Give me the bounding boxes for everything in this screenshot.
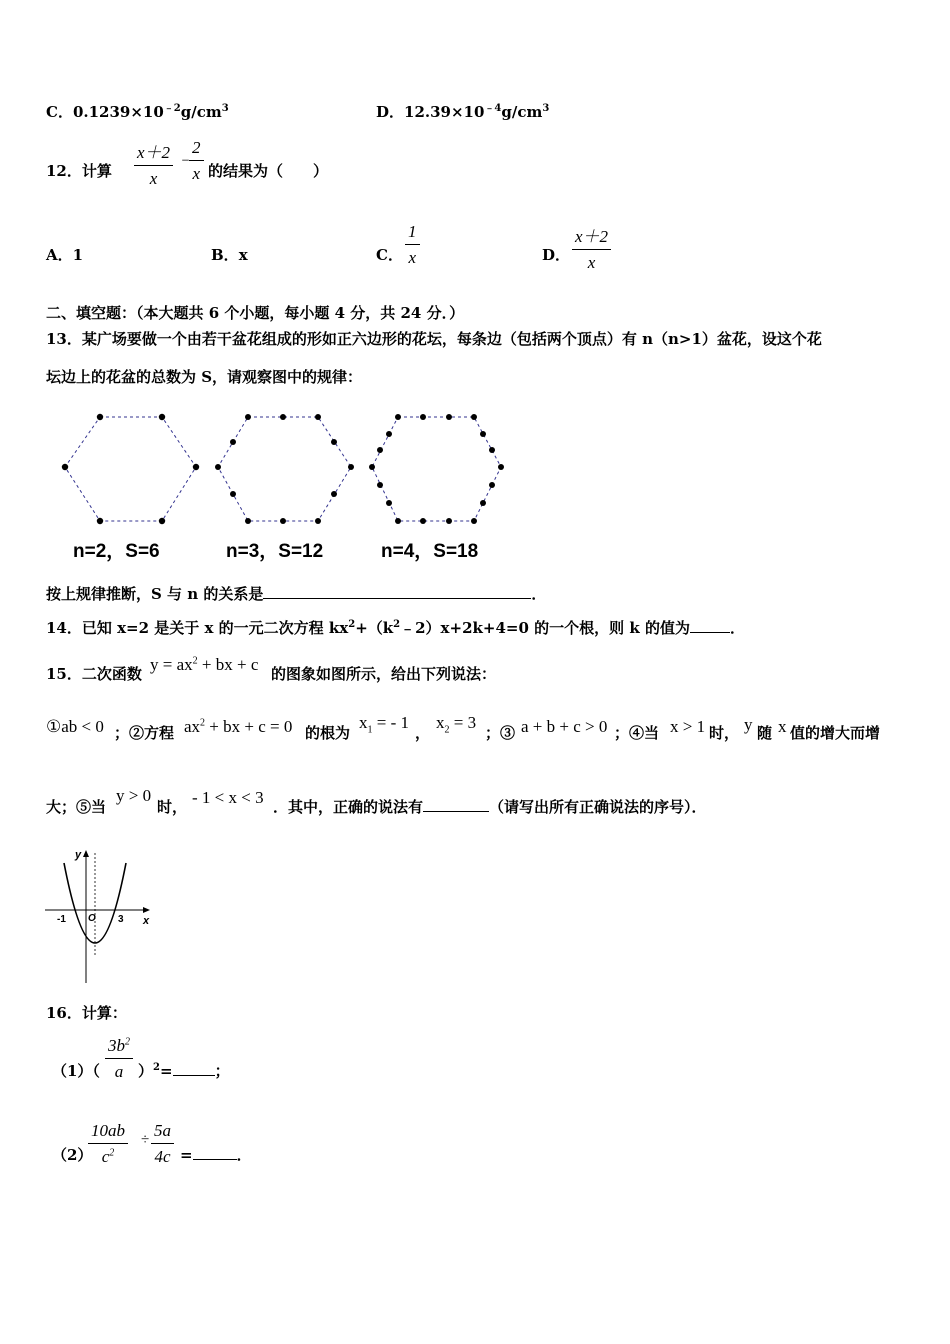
q16-part1-num-base: 3b [108,1036,125,1055]
q11-d-value: 12.39×10 [404,103,485,121]
q13-answer-suffix: ． [531,585,547,603]
q12-d-numerator: x＋2 [572,222,611,250]
q14-suffix: ． [729,619,745,637]
q13-text-line-1: 13．某广场要做一个由若干盆花组成的形如正六边形的花坛，每条边（包括两个顶点）有 n（n>1）盆花，设这个花 [46,330,822,348]
q11-c-label: C． [46,103,73,121]
statement-4-when: 时， [709,724,740,742]
statement-4-condition: x > 1 [670,717,706,736]
caption-n4: n=4，S=18 [381,541,479,562]
hexagon-n3 [215,414,354,524]
q12-b-label: B． [211,246,239,264]
parabola-graph [42,845,154,987]
q12-option-b [211,248,248,263]
right-root-label: 3 [118,914,124,925]
q16-part1-label: （1）（ [52,1062,100,1080]
q12-d-denominator: x [587,253,596,272]
q16-part1-denominator: a [114,1062,124,1081]
q16-part1-equals: = [159,1062,173,1080]
root-x2-value: = 3 [449,713,477,732]
q16-part1-end: ； [214,1062,230,1080]
statement-3-lead: ；③ [485,724,516,742]
q14-exponent-2: 2 [393,619,401,630]
statement-2-eq-lead: ax [184,717,201,736]
statement-4-mid: 随 [757,724,773,742]
q14-answer-blank[interactable] [690,631,730,633]
section-heading: 二、填空题：（本大题共 6 个小题，每小题 4 分，共 24 分．） [46,304,465,322]
root-x2 [436,713,477,736]
q15-line3-when: 时， [157,798,188,816]
q11-c-value: 0.1239×10 [72,103,164,121]
q16-part1-tail [138,1064,230,1079]
left-root-label: -1 [57,914,66,925]
q16-part2-fraction-2 [151,1121,174,1167]
q15-line3-end: （请写出所有正确说法的序号）． [489,798,707,816]
q11-d-label: D． [376,103,405,121]
q15-func-exponent: 2 [192,655,198,667]
q12-fraction-2-numerator: 2 [189,138,204,161]
q16-part1-answer-blank[interactable] [173,1074,215,1076]
q12-stem [46,164,112,179]
q15-statement-1 [46,718,104,735]
q13-text-line-2: 坛边上的花盆的总数为 S，请观察图中的规律： [46,368,363,386]
q12-c-denominator: x [408,248,417,267]
q14-rest: ﹣2）x+2k+4=0 的一个根，则 k 的值为 [400,619,690,637]
q12-option-d-fraction [572,222,611,273]
q13-answer-prefix: 按上规律推断，S 与 n 的关系是 [46,585,264,603]
q16-part2-den1-exponent: 2 [109,1147,115,1159]
q11-c-unit: g/cm [180,103,222,121]
q11-c-unit-exponent: 3 [221,103,229,114]
statement-4-x: x [778,717,787,736]
hexagon-n4 [369,414,504,524]
statement-2-eq-exponent: 2 [200,717,206,729]
q12-intro: 计算 [81,162,112,180]
statement-2-equation [184,718,292,735]
q15-func-lead: y = ax [150,655,193,674]
q14-exponent-1: 2 [348,619,356,630]
root-x1-var: x [359,713,368,732]
q15-number: 15．二次函数 [46,665,142,683]
q16-part1-num-exponent: 2 [125,1036,130,1048]
q12-fraction-2-denominator: x [192,164,201,183]
q13-answer-line [46,587,546,602]
root-x1-value: = - 1 [372,713,409,732]
q12-d-label: D． [542,246,571,264]
q16-part1-numerator [105,1036,133,1059]
q12-stem-tail: 的结果为（ ） [208,162,329,180]
y-axis-label: y [75,849,82,861]
q15-stem-tail: 的图象如图所示，给出下列说法： [271,665,497,683]
hexagon-n2 [62,414,199,524]
q14-text [46,621,745,636]
q11-c-exponent: ﹣2 [163,103,181,114]
q15-func-rest: + bx + c [197,655,259,674]
statement-2-lead: ；②方程 [114,724,175,742]
q16-part2-denominator-1 [88,1144,128,1167]
statement-3-expr: a + b + c > 0 [521,717,608,736]
q16-part2-den1-base: c [101,1147,110,1166]
q16-title: 16．计算： [46,1004,127,1022]
q15-answer-blank[interactable] [423,810,489,812]
q16-part1-exponent: 2 [153,1062,160,1073]
q11-d-exponent: ﹣4 [484,103,502,114]
q12-c-numerator: 1 [405,222,420,245]
statement-1-expr: ab < 0 [61,717,104,736]
statement-2-mid: 的根为 [305,724,351,742]
q16-part1-fraction [105,1036,133,1082]
q12-fraction-1-denominator: x [149,169,158,188]
q16-part2-denominator-2: 4c [154,1147,171,1166]
q11-option-c [46,105,229,120]
q12-a-value: 1 [72,246,84,264]
root-x1-subscript: 1 [367,724,373,736]
q16-part2-numerator-1: 10ab [88,1121,128,1144]
origin-label: O [88,913,96,924]
q16-part2-equals: = [180,1146,193,1164]
hexagon-figures [56,405,516,530]
root-x2-subscript: 2 [444,724,450,736]
q16-part2-end: ． [236,1146,252,1164]
q15-line3-lead: 大；⑤当 [46,798,107,816]
q14-mid: +（k [355,619,394,637]
q16-part1-close: ） [138,1062,154,1080]
caption-n2: n=2，S=6 [73,541,160,562]
q12-option-c-fraction [405,222,420,268]
q16-part2-tail [180,1148,252,1163]
q16-part2-divide-sign: ÷ [141,1132,150,1148]
q11-d-unit: g/cm [501,103,543,121]
statement-4-tail: 值的增大而增 [790,724,881,742]
statement-5-range: - 1 < x < 3 [192,788,264,807]
q12-c-label: C． [376,246,403,264]
root-x1 [359,713,409,736]
q15-line3-tail: ．其中，正确的说法有 [273,798,424,816]
q12-number: 12． [46,162,82,180]
y-axis-arrow-icon [83,850,89,857]
statement-4-y: y [744,715,753,734]
q16-part2-fraction-1 [88,1121,128,1167]
x-axis-label: x [143,915,150,927]
q11-d-unit-exponent: 3 [542,103,550,114]
q12-a-label: A． [46,246,73,264]
statement-2-eq-rest: + bx + c = 0 [205,717,293,736]
x-axis-arrow-icon [143,907,150,913]
q11-option-d [376,105,549,120]
q12-fraction-1-numerator: x＋2 [134,138,173,166]
q16-part2-answer-blank[interactable] [193,1158,237,1160]
roots-comma: ， [415,724,431,742]
root-x2-var: x [436,713,445,732]
caption-n3: n=3，S=12 [226,541,324,562]
q16-part2-numerator-2: 5a [151,1121,174,1144]
q15-line3-answer [273,800,707,815]
q15-function [150,656,258,673]
q12-fraction-2 [189,138,204,184]
q12-option-a [46,248,83,263]
q16-part2-label: （2） [52,1146,93,1164]
statement-4-lead: ；④当 [614,724,660,742]
q12-b-value: x [238,246,248,264]
statement-5-condition: y > 0 [116,786,152,805]
q14-prefix: 14．已知 x=2 是关于 x 的一元二次方程 kx [46,619,349,637]
q13-answer-blank[interactable] [263,597,531,599]
statement-1-mark: ① [46,717,62,736]
q12-fraction-1 [134,138,173,189]
q12-minus-sign: ﹣ [177,149,194,168]
